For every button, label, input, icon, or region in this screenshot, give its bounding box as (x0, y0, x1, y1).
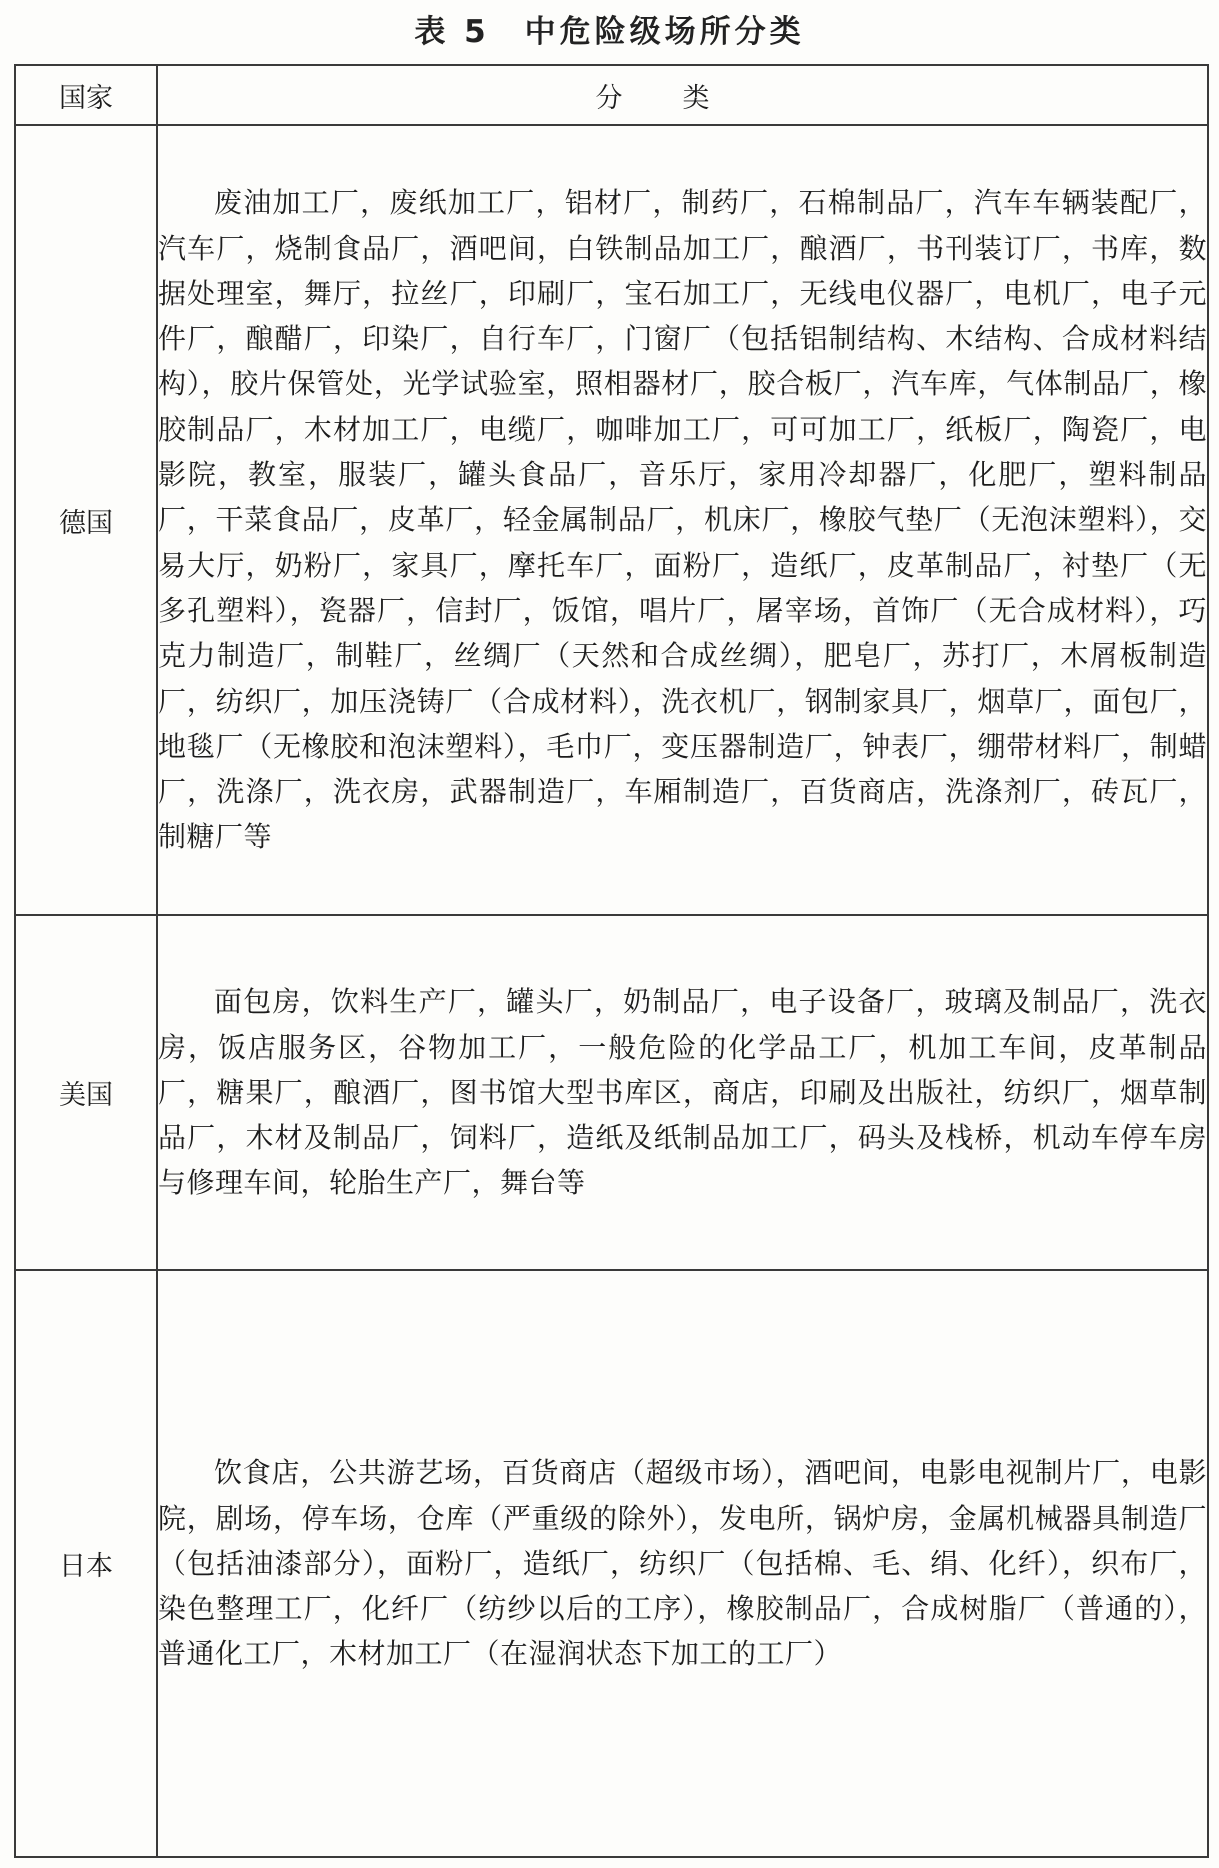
country-usa: 美国 (15, 915, 157, 1270)
category-cell-japan (157, 1270, 1208, 1857)
country-japan: 日本 (15, 1270, 157, 1857)
category-text-japan: 饮食店，公共游艺场，百货商店（超级市场），酒吧间，电影电视制片厂，电影院，剧场，停车场，仓库（严重级的除外），发电所，锅炉房，金属机械器具制造厂（包括油漆部分），面粉厂，造纸厂，纺织厂（包括棉、毛、绢、化纤），织布厂，染色整理工厂，化纤厂（纺纱以后的工序），橡胶制品厂，合成树脂厂（普通的），普通化工厂，木材加工厂（在湿润状态下加工的工厂） (158, 1456, 1207, 1671)
category-cell-usa (157, 915, 1208, 1270)
table-row (15, 125, 1208, 915)
table-row (15, 1270, 1208, 1857)
country-germany: 德国 (15, 125, 157, 915)
category-text-germany: 废油加工厂，废纸加工厂，铝材厂，制药厂，石棉制品厂，汽车车辆装配厂，汽车厂，烧制食品厂，酒吧间，白铁制品加工厂，酿酒厂，书刊装订厂，书库，数据处理室，舞厅，拉丝厂，印刷厂，宝石加工厂，无线电仪器厂，电机厂，电子元件厂，酿醋厂，印染厂，自行车厂，门窗厂（包括铝制结构、木结构、合成材料结构），胶片保管处，光学试验室，照相器材厂，胶合板厂，汽车库，气体制品厂，橡胶制品厂，木材加工厂，电缆厂，咖啡加工厂，可可加工厂，纸板厂，陶瓷厂，电影院，教室，服装厂，罐头食品厂，音乐厅，家用冷却器厂，化肥厂，塑料制品厂，干菜食品厂，皮革厂，轻金属制品厂，机床厂，橡胶气垫厂（无泡沫塑料），交易大厅，奶粉厂，家具厂，摩托车厂，面粉厂，造纸厂，皮革制品厂，衬垫厂（无多孔塑料），瓷器厂，信封厂，饭馆，唱片厂，屠宰场，首饰厂（无合成材料），巧克力制造厂，制鞋厂，丝绸厂（天然和合成丝绸），肥皂厂，苏打厂，木屑板制造厂，纺织厂，加压浇铸厂（合成材料），洗衣机厂，钢制家具厂，烟草厂，面包厂，地毯厂（无橡胶和泡沫塑料），毛巾厂，变压器制造厂，钟表厂，绷带材料厂，制蜡厂，洗涤厂，洗衣房，武器制造厂，车厢制造厂，百货商店，洗涤剂厂，砖瓦厂，制糖厂等 (158, 186, 1207, 854)
category-cell-germany (157, 125, 1208, 915)
table-row (15, 915, 1208, 1270)
classification-table (14, 64, 1209, 1858)
header-country: 国家 (15, 65, 157, 125)
table-header-row (15, 65, 1208, 125)
table-title: 表 5 中危险级场所分类 (414, 14, 805, 50)
header-category: 分类 (157, 65, 1208, 125)
category-text-usa: 面包房，饮料生产厂，罐头厂，奶制品厂，电子设备厂，玻璃及制品厂，洗衣房，饭店服务区，谷物加工厂，一般危险的化学品工厂，机加工车间，皮革制品厂，糖果厂，酿酒厂，图书馆大型书库区，商店，印刷及出版社，纺织厂，烟草制品厂，木材及制品厂，饲料厂，造纸及纸制品加工厂，码头及栈桥，机动车停车房与修理车间，轮胎生产厂，舞台等 (158, 985, 1207, 1200)
